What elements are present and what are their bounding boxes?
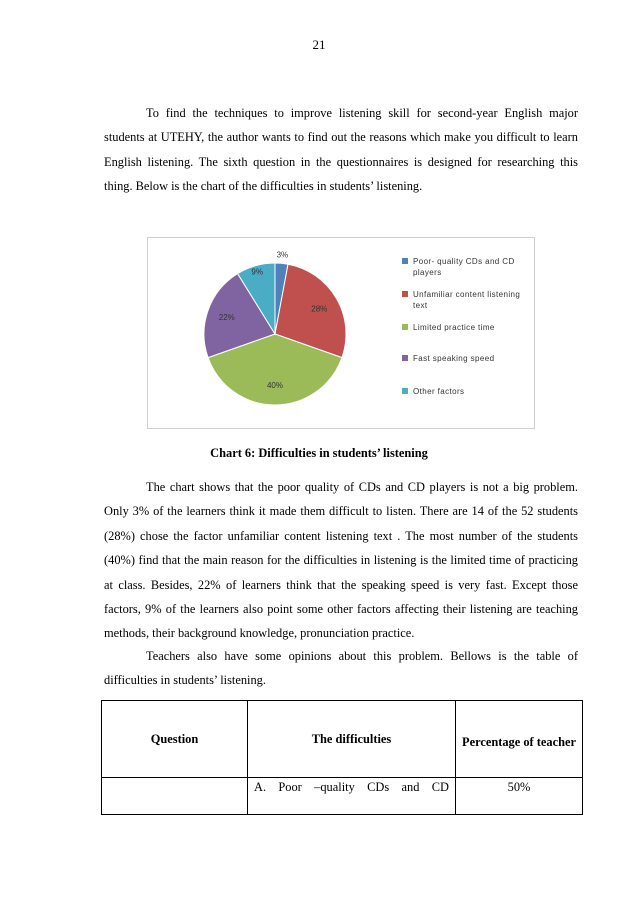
header-percentage: Percentage of teacher <box>456 701 583 778</box>
teachers-paragraph: Teachers also have some opinions about this problem. Bellows is the table of difficulties in students’ listening. <box>104 649 578 688</box>
pie-data-label: 28% <box>311 304 328 314</box>
table-row <box>102 778 583 815</box>
legend-swatch <box>402 324 408 330</box>
header-question: Question <box>102 701 248 778</box>
pie-chart <box>147 237 535 429</box>
cell-question <box>102 778 248 815</box>
difficulties-table <box>101 700 583 815</box>
pie-data-label: 22% <box>218 313 235 323</box>
chart-caption: Chart 6: Difficulties in students’ listening <box>210 446 428 460</box>
legend-label: Unfamiliar content listening text <box>413 290 521 310</box>
legend-swatch <box>402 388 408 394</box>
legend-label: Limited practice time <box>413 323 495 332</box>
header-difficulties: The difficulties <box>248 701 456 778</box>
page-number: 21 <box>312 37 326 52</box>
legend-item <box>402 386 533 397</box>
legend-item <box>402 289 533 311</box>
legend-swatch <box>402 355 408 361</box>
legend-item <box>402 353 533 364</box>
analysis-paragraph: The chart shows that the poor quality of CDs and CD players is not a big problem. Only 3% of the learners think it made them difficult to listen. There are 14 of the 52 students (28%) chose the factor unfamiliar content listening text . The most number of the students (40%) find that the main reason for the difficulties in listening is the limited time of practicing at class. Besides, 22% of learners think that the speaking speed is very fast. Except those factors, 9% of the learners also point some other factors affecting their listening are teaching methods, their background knowledge, pronunciation practice. <box>104 480 578 641</box>
legend-swatch <box>402 291 408 297</box>
cell-percentage: 50% <box>456 778 583 815</box>
legend-item <box>402 256 533 278</box>
legend-swatch <box>402 258 408 264</box>
pie-data-label: 40% <box>266 381 284 391</box>
pie-data-label: 3% <box>276 250 289 260</box>
legend-label: Other factors <box>413 387 465 396</box>
intro-paragraph: To find the techniques to improve listening skill for second-year English major students at UTEHY, the author wants to find out the reasons which make you difficult to learn English listening. The sixth question in the questionnaires is designed for researching this thing. Below is the chart of the difficulties in students’ listening. <box>104 106 578 194</box>
legend-label: Poor- quality CDs and CD players <box>413 257 515 277</box>
legend-item <box>402 322 533 333</box>
table-header-row <box>102 701 583 778</box>
pie-data-label: 9% <box>251 267 263 277</box>
legend-label: Fast speaking speed <box>413 354 495 363</box>
cell-difficulty: A. Poor –quality CDs and CD <box>248 778 456 815</box>
